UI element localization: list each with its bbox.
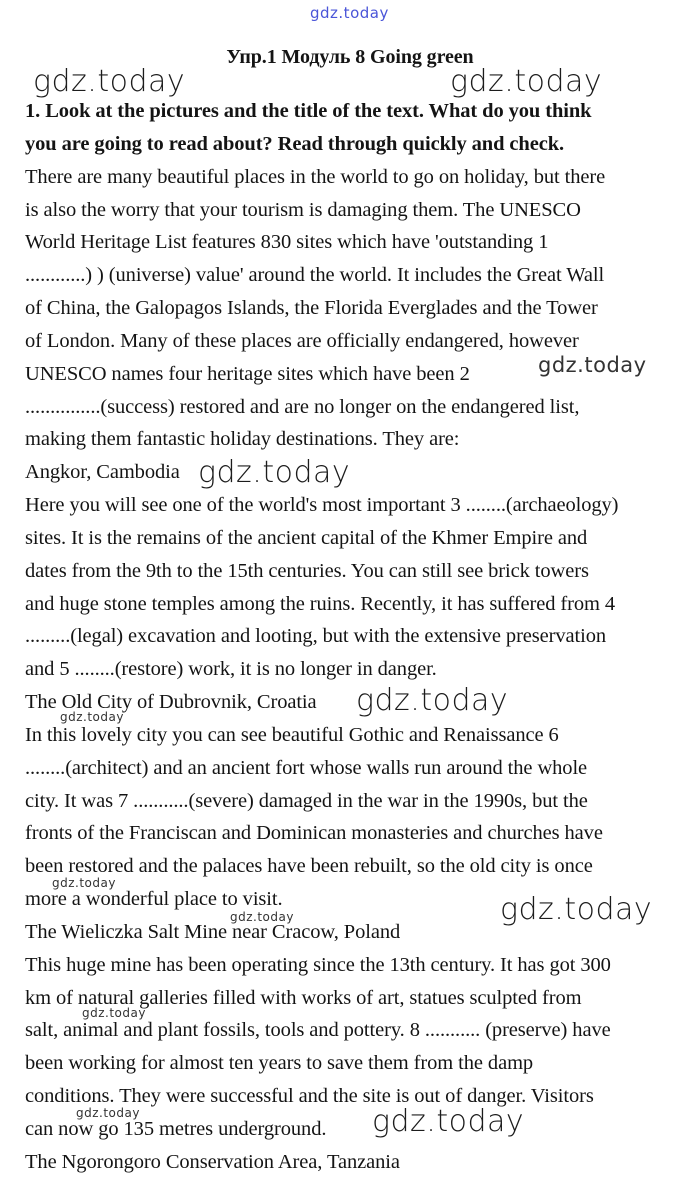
text-line: can now go 135 metres underground.	[25, 1118, 327, 1140]
text-line: making them fantastic holiday destinations. They are:	[25, 428, 460, 450]
section-heading: The Wieliczka Salt Mine near Cracow, Poland	[25, 921, 401, 943]
text-line: In this lovely city you can see beautiful Gothic and Renaissance 6	[25, 724, 559, 746]
text-line: UNESCO names four heritage sites which have been 2	[25, 363, 470, 385]
watermark: gdz.today	[450, 64, 603, 99]
text-line: salt, animal and plant fossils, tools and pottery. 8 ........... (preserve) have	[25, 1019, 611, 1041]
section-heading: Angkor, Cambodia	[25, 461, 180, 483]
text-line: ...............(success) restored and are no longer on the endangered list,	[25, 396, 580, 418]
watermark: gdz.today	[310, 4, 389, 22]
watermark: gdz.today	[538, 353, 647, 377]
text-line: sites. It is the remains of the ancient capital of the Khmer Empire and	[25, 527, 588, 549]
watermark: gdz.today	[52, 876, 116, 890]
text-line: of London. Many of these places are officially endangered, however	[25, 330, 579, 352]
text-line: conditions. They were successful and the site is out of danger. Visitors	[25, 1085, 594, 1107]
text-line: is also the worry that your tourism is damaging them. The UNESCO	[25, 199, 581, 221]
text-line: dates from the 9th to the 15th centuries. You can still see brick towers	[25, 560, 589, 582]
task-line-2: you are going to read about? Read through quickly and check.	[25, 133, 565, 155]
watermark: gdz.today	[198, 455, 351, 490]
page-title: Упр.1 Модуль 8 Going green	[226, 46, 474, 68]
text-line: km of natural galleries filled with works of art, statues sculpted from	[25, 987, 582, 1009]
text-line: fronts of the Franciscan and Dominican monasteries and churches have	[25, 822, 603, 844]
text-line: World Heritage List features 830 sites which have 'outstanding 1	[25, 231, 549, 253]
watermark: gdz.today	[372, 1104, 525, 1139]
text-line: ........(architect) and an ancient fort whose walls run around the whole	[25, 757, 588, 779]
text-line: and 5 ........(restore) work, it is no longer in danger.	[25, 658, 437, 680]
text-line: ............) ) (universe) value' around the world. It includes the Great Wall	[25, 264, 605, 286]
text-line: of China, the Galopagos Islands, the Florida Everglades and the Tower	[25, 297, 598, 319]
watermark: gdz.today	[33, 64, 186, 99]
text-line: been working for almost ten years to save them from the damp	[25, 1052, 534, 1074]
text-line: There are many beautiful places in the world to go on holiday, but there	[25, 166, 606, 188]
watermark: gdz.today	[82, 1006, 146, 1020]
watermark: gdz.today	[230, 910, 294, 924]
text-line: city. It was 7 ...........(severe) damaged in the war in the 1990s, but the	[25, 790, 588, 812]
watermark: gdz.today	[356, 683, 509, 718]
text-line: Here you will see one of the world's most important 3 ........(archaeology)	[25, 494, 619, 516]
watermark: gdz.today	[500, 892, 653, 927]
text-line: This huge mine has been operating since the 13th century. It has got 300	[25, 954, 611, 976]
task-line-1: 1. Look at the pictures and the title of the text. What do you think	[25, 100, 592, 122]
text-line: and huge stone temples among the ruins. Recently, it has suffered from 4	[25, 593, 616, 615]
text-line: been restored and the palaces have been rebuilt, so the old city is once	[25, 855, 593, 877]
text-line: more a wonderful place to visit.	[25, 888, 283, 910]
watermark: gdz.today	[76, 1106, 140, 1120]
section-heading: The Ngorongoro Conservation Area, Tanzania	[25, 1151, 400, 1173]
text-line: .........(legal) excavation and looting, but with the extensive preservation	[25, 625, 607, 647]
section-heading: The Old City of Dubrovnik, Croatia	[25, 691, 317, 713]
watermark: gdz.today	[60, 710, 124, 724]
